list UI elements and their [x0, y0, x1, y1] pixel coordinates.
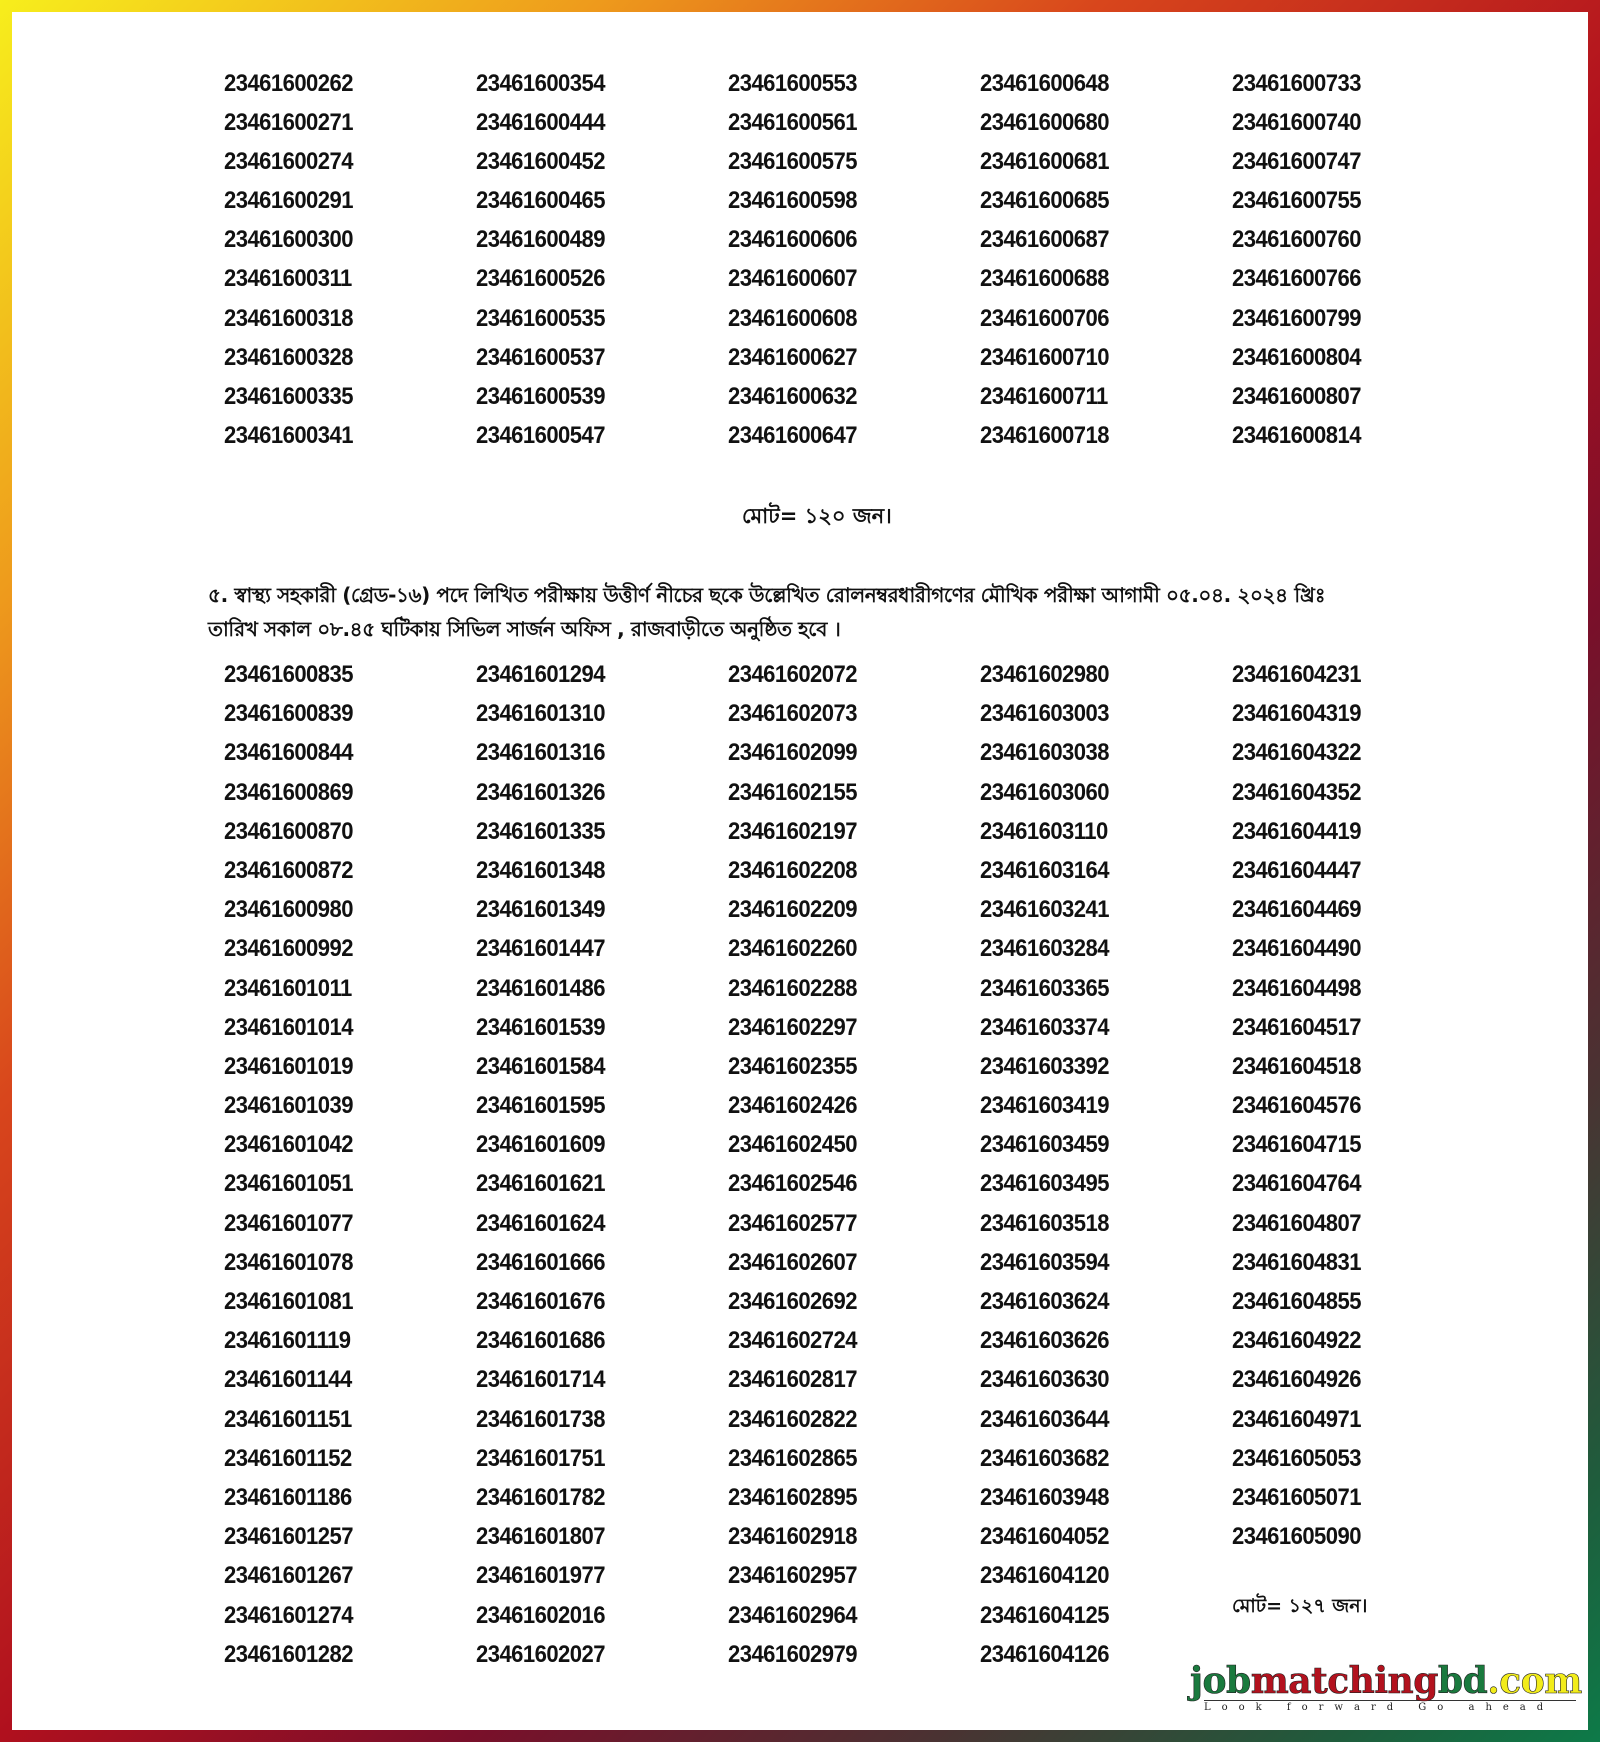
- roll-number-cell: 23461604469: [1232, 896, 1361, 924]
- roll-number-cell: 23461601077: [224, 1209, 353, 1237]
- roll-number-table-top: [224, 64, 1484, 455]
- roll-number-cell: 23461600740: [1232, 109, 1361, 137]
- roll-number-cell: 23461600799: [1232, 304, 1361, 332]
- roll-number-cell: 23461600733: [1232, 70, 1361, 97]
- roll-number-cell: 23461600598: [728, 187, 857, 215]
- roll-number-cell: 23461600526: [476, 265, 605, 293]
- roll-number-cell: 23461603365: [980, 974, 1109, 1002]
- notice-line-2: তারিখ সকাল ০৮.৪৫ ঘটিকায় সিভিল সার্জন অফিস , রাজবাড়ীতে অনুষ্ঠিত হবে ।: [208, 617, 841, 641]
- logo-part-job: job: [1190, 1660, 1251, 1702]
- roll-number-cell: 23461604419: [1232, 817, 1361, 845]
- roll-number-cell: 23461601042: [224, 1131, 353, 1159]
- roll-number-cell: 23461603164: [980, 856, 1109, 884]
- roll-number-cell: 23461604807: [1232, 1209, 1361, 1237]
- roll-number-cell: 23461604971: [1232, 1405, 1361, 1433]
- roll-number-cell: 23461604831: [1232, 1248, 1361, 1276]
- roll-number-cell: 23461602155: [728, 778, 857, 806]
- roll-number-cell: 23461602865: [728, 1444, 857, 1472]
- roll-number-cell: 23461601751: [476, 1444, 605, 1472]
- roll-number-cell: 23461600718: [980, 421, 1109, 449]
- roll-number-cell: 23461600688: [980, 265, 1109, 293]
- roll-number-cell: 23461601782: [476, 1483, 605, 1511]
- roll-number-cell: 23461602297: [728, 1013, 857, 1041]
- roll-number-cell: 23461601807: [476, 1523, 605, 1551]
- roll-number-cell: 23461601039: [224, 1092, 353, 1120]
- roll-number-cell: 23461603594: [980, 1248, 1109, 1276]
- roll-number-cell: 23461600300: [224, 226, 353, 254]
- roll-number-cell: 23461600844: [224, 739, 353, 767]
- roll-number-cell: 23461603495: [980, 1170, 1109, 1198]
- roll-number-cell: 23461600980: [224, 896, 353, 924]
- roll-number-cell: 23461600291: [224, 187, 353, 215]
- total-count-section-5: মোট= ১২৭ জন।: [1232, 1595, 1368, 1617]
- roll-number-cell: 23461600335: [224, 382, 353, 410]
- roll-number-cell: 23461603948: [980, 1483, 1109, 1511]
- roll-number-cell: 23461600872: [224, 856, 353, 884]
- roll-number-cell: 23461602260: [728, 935, 857, 963]
- roll-number-cell: 23461601539: [476, 1013, 605, 1041]
- roll-number-cell: 23461601714: [476, 1366, 605, 1394]
- roll-number-cell: 23461601081: [224, 1288, 353, 1315]
- roll-number-cell: 23461603038: [980, 739, 1109, 767]
- roll-number-cell: 23461604352: [1232, 778, 1361, 806]
- roll-number-cell: 23461600575: [728, 148, 857, 176]
- roll-number-cell: 23461600760: [1232, 226, 1361, 254]
- roll-number-cell: 23461602577: [728, 1209, 857, 1237]
- roll-number-cell: 23461604319: [1232, 700, 1361, 728]
- roll-number-cell: 23461602822: [728, 1405, 857, 1433]
- roll-number-cell: 23461604126: [980, 1640, 1109, 1668]
- roll-number-cell: 23461600328: [224, 343, 353, 371]
- roll-number-cell: 23461603630: [980, 1366, 1109, 1394]
- roll-number-cell: 23461603682: [980, 1444, 1109, 1472]
- roll-number-cell: 23461604517: [1232, 1013, 1361, 1041]
- roll-number-cell: 23461602208: [728, 856, 857, 884]
- roll-number-cell: 23461601144: [224, 1366, 352, 1394]
- roll-number-cell: 23461600311: [224, 265, 352, 293]
- roll-number-cell: 23461600766: [1232, 265, 1361, 293]
- roll-number-cell: 23461602450: [728, 1131, 857, 1159]
- roll-number-cell: 23461602072: [728, 661, 857, 688]
- roll-number-cell: 23461604498: [1232, 974, 1361, 1002]
- roll-number-cell: 23461603459: [980, 1131, 1109, 1159]
- roll-number-cell: 23461601335: [476, 817, 605, 845]
- logo-wordmark: [1190, 1662, 1600, 1700]
- roll-number-cell: 23461602692: [728, 1288, 857, 1315]
- roll-number-cell: 23461602895: [728, 1483, 857, 1511]
- roll-number-cell: 23461601447: [476, 935, 605, 963]
- roll-number-cell: 23461604447: [1232, 856, 1361, 884]
- roll-number-cell: 23461601152: [224, 1444, 352, 1472]
- roll-number-cell: 23461600814: [1232, 421, 1361, 449]
- roll-number-cell: 23461601686: [476, 1327, 605, 1355]
- roll-number-cell: 23461600274: [224, 148, 353, 176]
- roll-number-cell: 23461600869: [224, 778, 353, 806]
- roll-number-cell: 23461603518: [980, 1209, 1109, 1237]
- roll-number-cell: 23461601051: [224, 1170, 353, 1198]
- roll-number-cell: 23461601348: [476, 856, 605, 884]
- total-count-top: মোট= ১২০ জন।: [742, 504, 892, 528]
- roll-number-cell: 23461601486: [476, 974, 605, 1002]
- roll-number-cell: 23461602817: [728, 1366, 857, 1394]
- roll-number-cell: 23461600489: [476, 226, 605, 254]
- roll-number-cell: 23461600607: [728, 265, 857, 293]
- roll-number-cell: 23461601019: [224, 1052, 353, 1080]
- roll-number-cell: 23461603241: [980, 896, 1109, 924]
- roll-number-cell: 23461601676: [476, 1288, 605, 1315]
- roll-number-cell: 23461601294: [476, 661, 605, 688]
- roll-number-cell: 23461604322: [1232, 739, 1361, 767]
- roll-number-cell: 23461600553: [728, 70, 857, 97]
- roll-number-cell: 23461604120: [980, 1562, 1109, 1590]
- roll-number-cell: 23461600537: [476, 343, 605, 371]
- roll-number-table-section-5: [224, 655, 1484, 1674]
- roll-number-cell: 23461600539: [476, 382, 605, 410]
- roll-number-cell: 23461600710: [980, 343, 1109, 371]
- roll-number-cell: 23461602918: [728, 1523, 857, 1551]
- roll-number-cell: 23461600535: [476, 304, 605, 332]
- roll-number-cell: 23461603110: [980, 817, 1108, 845]
- roll-number-cell: 23461604764: [1232, 1170, 1361, 1198]
- roll-number-cell: 23461600681: [980, 148, 1109, 176]
- roll-number-cell: 23461604926: [1232, 1366, 1361, 1394]
- roll-number-cell: 23461601014: [224, 1013, 353, 1041]
- roll-number-cell: 23461601310: [476, 700, 605, 728]
- roll-number-cell: 23461602027: [476, 1640, 605, 1668]
- roll-number-cell: 23461600547: [476, 421, 605, 449]
- roll-number-cell: 23461600835: [224, 661, 353, 688]
- roll-number-cell: 23461601316: [476, 739, 605, 767]
- watermark-logo: [1190, 1662, 1600, 1715]
- roll-number-cell: 23461600627: [728, 343, 857, 371]
- roll-number-cell: 23461605090: [1232, 1523, 1361, 1551]
- roll-number-cell: 23461603419: [980, 1092, 1109, 1120]
- roll-number-cell: 23461602426: [728, 1092, 857, 1120]
- roll-number-cell: 23461605071: [1232, 1483, 1361, 1511]
- roll-number-cell: 23461602964: [728, 1601, 857, 1629]
- roll-number-cell: 23461601011: [224, 974, 352, 1002]
- roll-number-cell: 23461602980: [980, 661, 1109, 688]
- logo-tagline: Look forward Go ahead: [1204, 1700, 1576, 1715]
- roll-number-cell: 23461601326: [476, 778, 605, 806]
- roll-number-cell: 23461603626: [980, 1327, 1109, 1355]
- roll-number-cell: 23461601595: [476, 1092, 605, 1120]
- roll-number-cell: 23461603060: [980, 778, 1109, 806]
- roll-number-cell: 23461600804: [1232, 343, 1361, 371]
- roll-number-cell: 23461601349: [476, 896, 605, 924]
- roll-number-cell: [1232, 1556, 1459, 1595]
- roll-number-cell: 23461600465: [476, 187, 605, 215]
- roll-number-cell: 23461601624: [476, 1209, 605, 1237]
- roll-number-cell: 23461601151: [224, 1405, 352, 1433]
- notice-line-1: ৫. স্বাস্থ্য সহকারী (গ্রেড-১৬) পদে লিখিত পরীক্ষায় উত্তীর্ণ নীচের ছকে উল্লেখিত রোলনম্বরধারীগণের মৌখিক পরীক্ষা আগামী ০৫.০৪. ২০২৪ খ্রিঃ: [208, 583, 1326, 607]
- document-page: [12, 12, 1588, 1730]
- roll-number-cell: 23461600747: [1232, 148, 1361, 176]
- roll-number-cell: 23461602355: [728, 1052, 857, 1080]
- roll-number-cell: 23461600262: [224, 70, 353, 97]
- roll-number-cell: 23461601267: [224, 1562, 353, 1590]
- roll-number-cell: 23461601666: [476, 1248, 605, 1276]
- roll-number-cell: 23461600271: [224, 109, 353, 137]
- roll-number-cell: 23461602288: [728, 974, 857, 1002]
- roll-number-cell: 23461601621: [476, 1170, 605, 1198]
- roll-number-cell: 23461600687: [980, 226, 1109, 254]
- roll-number-cell: 23461604231: [1232, 661, 1361, 688]
- roll-number-cell: 23461604576: [1232, 1092, 1361, 1120]
- roll-number-cell: 23461601186: [224, 1483, 352, 1511]
- roll-number-cell: 23461601274: [224, 1601, 353, 1629]
- roll-number-cell: 23461600354: [476, 70, 605, 97]
- roll-number-cell: 23461600608: [728, 304, 857, 332]
- roll-number-cell: 23461600870: [224, 817, 353, 845]
- roll-number-cell: 23461601609: [476, 1131, 605, 1159]
- roll-number-cell: 23461600807: [1232, 382, 1361, 410]
- roll-number-cell: 23461604855: [1232, 1288, 1361, 1315]
- roll-number-cell: 23461601257: [224, 1523, 353, 1551]
- roll-number-cell: 23461600561: [728, 109, 857, 137]
- roll-number-cell: 23461600606: [728, 226, 857, 254]
- roll-number-cell: 23461602099: [728, 739, 857, 767]
- roll-number-cell: 23461600318: [224, 304, 353, 332]
- roll-number-cell: 23461602073: [728, 700, 857, 728]
- roll-number-cell: 23461600706: [980, 304, 1109, 332]
- roll-number-cell: 23461600647: [728, 421, 857, 449]
- roll-number-cell: 23461604052: [980, 1523, 1109, 1551]
- roll-number-cell: 23461603284: [980, 935, 1109, 963]
- roll-number-cell: 23461600992: [224, 935, 353, 963]
- logo-part-bd: bd: [1437, 1660, 1488, 1702]
- logo-part-matching: matching: [1250, 1660, 1438, 1702]
- roll-number-cell: 23461602957: [728, 1562, 857, 1590]
- section-5-notice: [208, 578, 1448, 646]
- roll-number-cell: 23461600680: [980, 109, 1109, 137]
- roll-number-cell: 23461600839: [224, 700, 353, 728]
- roll-number-cell: 23461603624: [980, 1288, 1109, 1315]
- roll-number-cell: 23461600632: [728, 382, 857, 410]
- roll-number-cell: 23461600444: [476, 109, 605, 137]
- roll-number-cell: 23461602979: [728, 1640, 857, 1668]
- roll-number-cell: 23461602209: [728, 896, 857, 924]
- roll-number-cell: 23461602546: [728, 1170, 857, 1198]
- roll-number-cell: 23461600452: [476, 148, 605, 176]
- roll-number-cell: 23461600755: [1232, 187, 1361, 215]
- roll-number-cell: 23461602016: [476, 1601, 605, 1629]
- roll-number-cell: 23461600685: [980, 187, 1109, 215]
- roll-number-cell: 23461602724: [728, 1327, 857, 1355]
- roll-number-cell: 23461600341: [224, 421, 353, 449]
- roll-number-cell: 23461603392: [980, 1052, 1109, 1080]
- roll-number-cell: 23461604922: [1232, 1327, 1361, 1355]
- logo-part-com: .com: [1487, 1660, 1582, 1702]
- roll-number-cell: 23461604125: [980, 1601, 1109, 1629]
- roll-number-cell: 23461604490: [1232, 935, 1361, 963]
- roll-number-cell: 23461601078: [224, 1248, 353, 1276]
- roll-number-cell: 23461601584: [476, 1052, 605, 1080]
- roll-number-cell: 23461601738: [476, 1405, 605, 1433]
- roll-number-cell: 23461600648: [980, 70, 1109, 97]
- roll-number-cell: 23461604518: [1232, 1052, 1361, 1080]
- roll-number-cell: 23461604715: [1232, 1131, 1361, 1159]
- roll-number-cell: 23461603374: [980, 1013, 1109, 1041]
- roll-number-cell: 23461601977: [476, 1562, 605, 1590]
- roll-number-cell: 23461603003: [980, 700, 1109, 728]
- roll-number-cell: 23461601119: [224, 1327, 351, 1355]
- roll-number-cell: 23461602197: [728, 817, 857, 845]
- roll-number-cell: 23461605053: [1232, 1444, 1361, 1472]
- roll-number-cell: 23461601282: [224, 1640, 353, 1668]
- roll-number-cell: 23461602607: [728, 1248, 857, 1276]
- roll-number-cell: 23461600711: [980, 382, 1108, 410]
- roll-number-cell: 23461603644: [980, 1405, 1109, 1433]
